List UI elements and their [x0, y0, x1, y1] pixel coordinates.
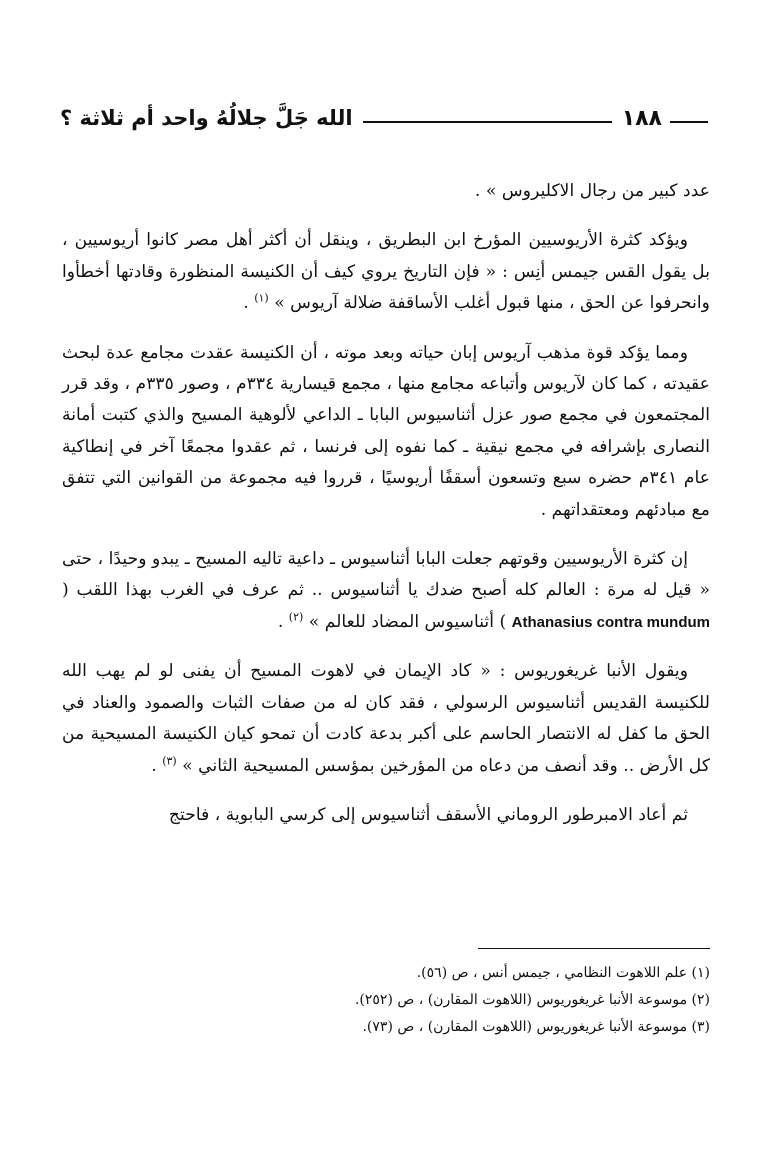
paragraph-1	[62, 176, 710, 207]
paragraph-text: ويؤكد كثرة الأريوسيين المؤرخ ابن البطريق ، وينقل أن أكثر أهل مصر كانوا أريوسيين ، بل يقول القس جيمس أنِس : « فإن التاريخ يروي كيف أن الكنيسة المنظورة وقادتها أخطأوا وانحرفوا عن الحق ، منها قبول أغلب الأساقفة ضلالة آريوس »	[62, 230, 710, 314]
running-title: الله جَلَّ جلالُهُ واحد أم ثلاثة ؟	[60, 106, 353, 130]
footnote-separator	[478, 948, 710, 949]
footnote-ref-2: (٢)	[288, 610, 304, 624]
footnote-1: (١) علم اللاهوت النظامي ، جيمس أنس ، ص (٥٦).	[416, 965, 710, 981]
running-header	[60, 98, 708, 138]
paragraph-text: عدد كبير من رجال الاكليروس » .	[474, 181, 710, 201]
footnotes	[62, 960, 710, 1041]
paragraph-text: ويقول الأنبا غريغوريوس : « كاد الإيمان في لاهوت المسيح أن يفنى لو لم يهب الله للكنيسة القديس أثناسيوس الرسولي ، فقد كان له من صفات الثبات والصمود والعناد في الحق ما كفل له الانتصار الحاسم على أكبر بدعة كادت أن تمحو كيان الكنيسة المسيحية من كل الأرض .. وقد أنصف من دعاه من المؤرخين بمؤسس المسيحية الثاني »	[62, 661, 710, 776]
footnote-3: (٣) موسوعة الأنبا غريغوريوس (اللاهوت المقارن) ، ص (٧٣).	[362, 1019, 710, 1035]
footnote-2: (٢) موسوعة الأنبا غريغوريوس (اللاهوت المقارن) ، ص (٢٥٢).	[354, 992, 710, 1008]
latin-phrase: Athanasius contra mundum	[511, 613, 710, 631]
footnote-ref-3: (٣)	[162, 753, 177, 767]
paragraph-text: ثم أعاد الامبرطور الروماني الأسقف أثناسيوس إلى كرسي البابوية ، فاحتج	[168, 804, 688, 825]
main-text	[62, 176, 710, 849]
paragraph-tail: .	[151, 755, 163, 776]
paragraph-5	[62, 656, 710, 782]
paragraph-6	[62, 800, 710, 831]
paragraph-tail: .	[243, 293, 255, 314]
paragraph-text: إن كثرة الأريوسيين وقوتهم جعلت البابا أثناسيوس ـ داعية تاليه المسيح ـ يبدو وحيدًا ، حتى « قيل له مرة : العالم كله أصبح ضدك يا أثناسيوس .. ثم عرف في الغرب بهذا اللقب (	[62, 549, 710, 601]
paragraph-2	[62, 225, 710, 319]
paragraph-text: ) أثناسيوس المضاد للعالم »	[308, 611, 507, 632]
page-number-dash	[670, 121, 708, 123]
page-number: ١٨٨	[621, 105, 662, 131]
paragraph-text: ومما يؤكد قوة مذهب آريوس إبان حياته وبعد موته ، أن الكنيسة عقدت مجامع عدة لبحث عقيدته ، كما كان لآريوس وأتباعه مجامع منها ، مجمع قيسارية ٣٣٤م ، وصور ٣٣٥م ، وقد قرر المجتمعون في مجمع صور عزل أثناسيوس البابا ـ الداعي لألوهية المسيح والذي كتبت أمانة النصارى بإشرافه في مجمع نيقية ـ كما نفوه إلى فرنسا ، ثم عقدوا مجمعًا آخر في إنطاكية عام ٣٤١م حضره سبع وتسعون أسقفًا أريوسيًا ، قرروا فيه مجموعة من القوانين التي تتفق مع مبادئهم ومعتقداتهم .	[62, 342, 710, 520]
paragraph-tail: .	[277, 611, 289, 632]
footnote-ref-1: (١)	[254, 291, 269, 305]
paragraph-4	[62, 544, 710, 638]
paragraph-3	[62, 338, 710, 526]
header-rule	[363, 121, 612, 123]
